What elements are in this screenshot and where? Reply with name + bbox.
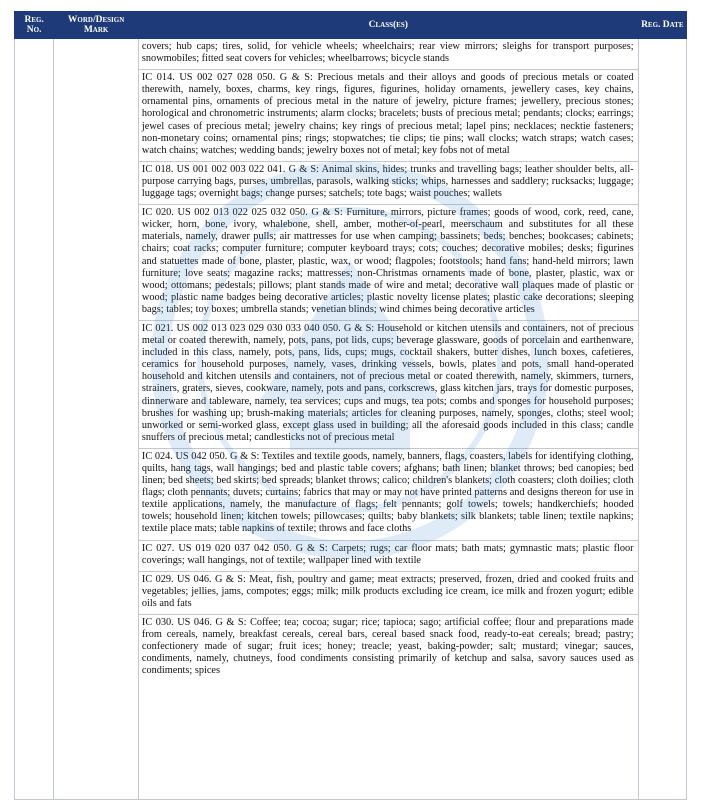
header-reg-date: Reg. Date [638,12,686,39]
class-entry: covers; hub caps; tires, solid, for vehicle wheels; wheelchairs; rear view mirrors; sleighs for transport purposes; snowmobiles; fitted seat covers for vehicles; wheelbarrows; bicycle stands [139,39,638,70]
class-entry: IC 021. US 002 013 023 029 030 033 040 050. G & S: Household or kitchen utensils and containers, not of precious metal or coated therewith, namely, pots, pans, pot lids, cups; beverage glassware, goods of porcelain and earthenware, included in this class, namely, pots, pans, lids, cups; mugs, cocktail shakers, butter dishes, lunch boxes, cafetieres, ceramics for household purposes, namely, vases, drinking vessels, bowls, plates and pots, small hand-operated household and kitchen utensils and containers, not of precious metal or coated therewith, namely, skimmers, turners, strainers, graters, sieves, cookware, namely, pots and pans, corkscrews, glass kitchen jars, trays for domestic purposes, dinnerware and tableware, namely, tea services; cups and mugs, tea pots; combs and sponges for household purposes; brushes for washing up; brush-making materials; articles for cleaning purposes, namely, sponges, cloths; steel wool; unworked or semi-worked glass, except glass used in building; all the aforesaid goods included in this class; candle snuffers of precious metal; candlesticks not of precious metal [139,321,638,449]
header-word-design-mark: Word/Design Mark [54,12,139,39]
table-header-row [15,12,687,39]
document-page [14,11,687,800]
reg-no-cell [15,39,54,800]
header-classes: Class(es) [138,12,638,39]
class-entry: IC 014. US 002 027 028 050. G & S: Precious metals and their alloys and goods of precious metals or coated therewith, namely, boxes, charms, key rings, figures, figurines, holiday ornaments, jewellery cases, key chains, ornamental pins, ornaments of precious metal in the nature of jewelry, picture frames; jewellery, precious stones; horological and chronometric instruments; alarm clocks; bracelets; busts of precious metal; pendants; clocks; earrings; jewel cases of precious metal; jewelry chains; key rings of precious metal; lapel pins; necklaces; necktie fasteners; non-monetary coins; ornamental pins; rings; stopwatches; tie clips; tie pins; wall clocks; watch straps; watch cases; watch chains; watches; wedding bands; jewelry boxes not of metal; key fobs not of metal [139,70,638,162]
word-design-mark-cell [54,39,139,800]
header-reg-no: Reg. No. [15,12,54,39]
class-entry: IC 027. US 019 020 037 042 050. G & S: Carpets; rugs; car floor mats; bath mats; gymnastic mats; plastic floor coverings; wall hangings, not of textile; wallpaper lined with textile [139,541,638,572]
table-row [15,39,687,800]
class-entry: IC 020. US 002 013 022 025 032 050. G & S: Furniture, mirrors, picture frames; goods of wood, cork, reed, cane, wicker, horn, bone, ivory, whalebone, shell, amber, mother-of-pearl, meerschaum and substitutes for all these materials, namely, drawer pulls; air mattresses for use when camping; bassinets; beds; benches; bookcases; cabinets; chairs; coat racks; computer furniture; computer keyboard trays; cots; couches; decorative mobiles; desks; figurines and statuettes made of bone, plaster, plastic, wax, or wood; flagpoles; footstools; hand fans; hand-held mirrors; lawn furniture; love seats; magazine racks; mattresses; non-Christmas ornaments made of bone, plaster, plastic, wax or wood; ottomans; pedestals; pillows; plant stands made of wire and metal; decorative wall plaques made of plastic or wood; plastic name badges being decorative articles; plastic novelty license plates; plastic cake decorations; sleeping bags; tables; toy boxes; umbrella stands; venetian blinds; wind chimes being decorative articles [139,205,638,321]
class-entry: IC 018. US 001 002 003 022 041. G & S: Animal skins, hides; trunks and travelling bags; leather shoulder belts, all-purpose carrying bags, purses, umbrellas, parasols, walking sticks; whips, harnesses and saddlery; rucksacks; luggage; luggage tags; overnight bags; change purses; satchels; tote bags; waist pouches; wallets [139,162,638,205]
class-entry: IC 024. US 042 050. G & S: Textiles and textile goods, namely, banners, flags, coasters, labels for identifying clothing, quilts, hang tags, wall hangings; bed and plastic table covers; afghans; bath linen; blanket throws; bed canopies; bed linen; bed sheets; bed skirts; bed spreads; blanket throws; calico; children's blankets; cloth coasters; cloth doilies; cloth flags; cloth pennants; duvets; curtains; fabrics that may or may not have printed patterns and designs thereon for use in textile applications, namely, the manufacture of flags; felt pennants; golf towels; towels; handkerchiefs; hooded towels; household linen; kitchen towels; pillowcases; quilts; baby blankets; silk blankets; table linen; textile napkins; textile place mats; table napkins of textile; throws and face cloths [139,449,638,541]
classes-cell [138,39,638,800]
trademark-table [14,11,687,800]
class-entry: IC 030. US 046. G & S: Coffee; tea; cocoa; sugar; rice; tapioca; sago; artificial coffee; flour and preparations made from cereals, namely, breakfast cereals, cereal bars, cereal based snack food, ready-to-eat cereals; bread; pastry; confectionery made of sugar; fruit ices; honey; treacle; yeast, baking-powder; salt; mustard; vinegar; sauces, condiments, namely, chutneys, food condiments consisting primarily of ketchup and salsa, savory sauces used as condiments; spices [141,617,634,677]
reg-date-cell [638,39,686,800]
class-entry: IC 029. US 046. G & S: Meat, fish, poultry and game; meat extracts; preserved, frozen, dried and cooked fruits and vegetables; jellies, jams, compotes; eggs; milk; milk products excluding ice cream, ice milk and frozen yogurt; edible oils and fats [139,572,638,615]
